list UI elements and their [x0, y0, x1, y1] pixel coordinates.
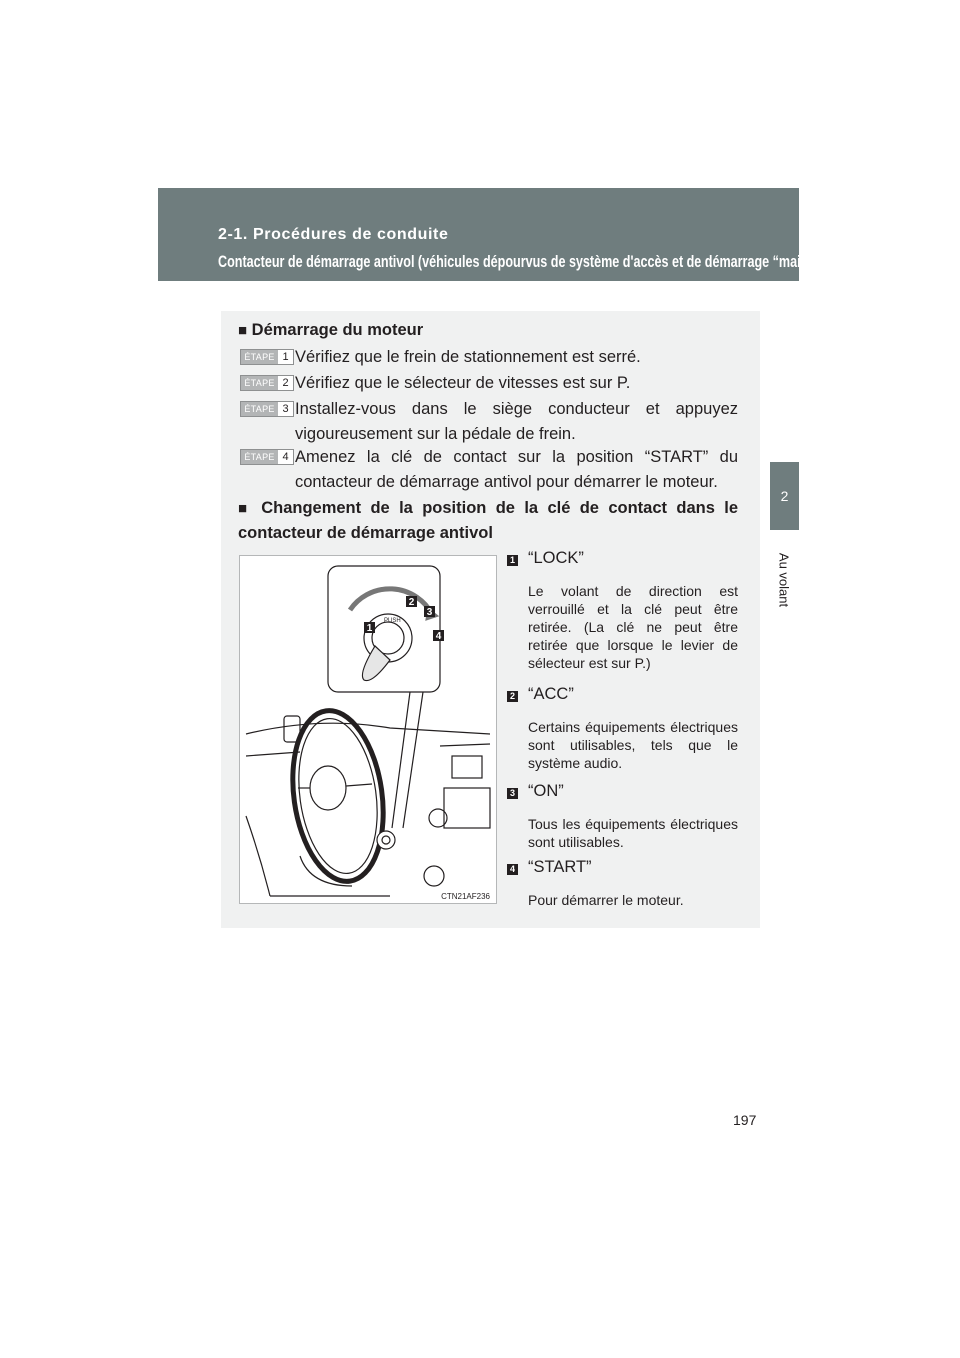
step-badge-2: ÉTAPE 2: [240, 375, 294, 391]
position-acc-title: “ACC”: [528, 685, 574, 703]
section-title: 2-1. Procédures de conduite: [218, 226, 449, 243]
chapter-label: Au volant: [776, 552, 792, 608]
square-bullet-icon: ■: [238, 500, 252, 517]
ignition-switch: [377, 831, 395, 849]
leader-line: [403, 692, 423, 828]
illustration-svg: [240, 556, 496, 903]
legend-number-1: 1: [507, 555, 518, 566]
figure-code: CTN21AF236: [441, 892, 490, 901]
legend-number-3: 3: [507, 788, 518, 799]
legend-number-2: 2: [507, 691, 518, 702]
subsection-title: Contacteur de démarrage antivol (véhicules dépourvus de système d'accès et de démarrage “mains libres”): [218, 252, 863, 271]
callout-3-label: 3: [426, 607, 433, 618]
dashboard-outline: [246, 723, 490, 734]
ignition-switch-illustration: [239, 555, 497, 904]
step-text-3: Installez-vous dans le siège conducteur et appuyez vigoureusement sur la pédale de frein.: [295, 400, 738, 443]
changing-heading: [238, 496, 738, 546]
position-on-desc: Tous les équipements électriques sont utilisables.: [528, 816, 738, 850]
position-start-title: “START”: [528, 858, 592, 876]
callout-1-label: 1: [366, 623, 373, 634]
step-text-4: Amenez la clé de contact sur la position “START” du contacteur de démarrage antivol pour démarrer le moteur.: [295, 448, 738, 491]
starting-heading: [238, 318, 423, 343]
position-on-title: “ON”: [528, 782, 564, 800]
position-acc-desc: Certains équipements électriques sont utilisables, tels que le système audio.: [528, 719, 738, 771]
callout-4-label: 4: [435, 631, 442, 642]
audio-panel: [444, 788, 490, 828]
air-vent: [452, 756, 482, 778]
step-badge-4: ÉTAPE 4: [240, 449, 294, 465]
square-bullet-icon: ■: [238, 322, 248, 339]
callout-2-label: 2: [408, 597, 415, 608]
steering-hub: [310, 766, 346, 810]
control-knob: [424, 866, 444, 886]
position-start-desc: Pour démarrer le moteur.: [528, 892, 684, 908]
switch-push-label: PUSH: [384, 618, 401, 624]
step-text-2: Vérifiez que le sélecteur de vitesses est sur P.: [295, 374, 631, 392]
leader-line: [392, 692, 410, 828]
starting-heading-text: Démarrage du moteur: [251, 321, 424, 339]
changing-heading-text: Changement de la position de la clé de contact dans le contacteur de démarrage antivol: [238, 499, 738, 542]
step-badge-1: ÉTAPE 1: [240, 349, 294, 365]
step-text-1: Vérifiez que le frein de stationnement est serré.: [295, 348, 641, 366]
position-lock-desc: Le volant de direction est verrouillé et la clé peut être retirée. (La clé ne peut être retirée que lorsque le levier de sélecteur est sur P.): [528, 583, 738, 671]
chapter-tab: [770, 462, 799, 530]
page-number: 197: [733, 1112, 757, 1128]
legend-number-4: 4: [507, 864, 518, 875]
steering-wheel-inner: [290, 713, 387, 878]
chapter-number: 2: [780, 488, 789, 504]
step-badge-3: ÉTAPE 3: [240, 401, 294, 417]
position-lock-title: “LOCK”: [528, 549, 584, 567]
